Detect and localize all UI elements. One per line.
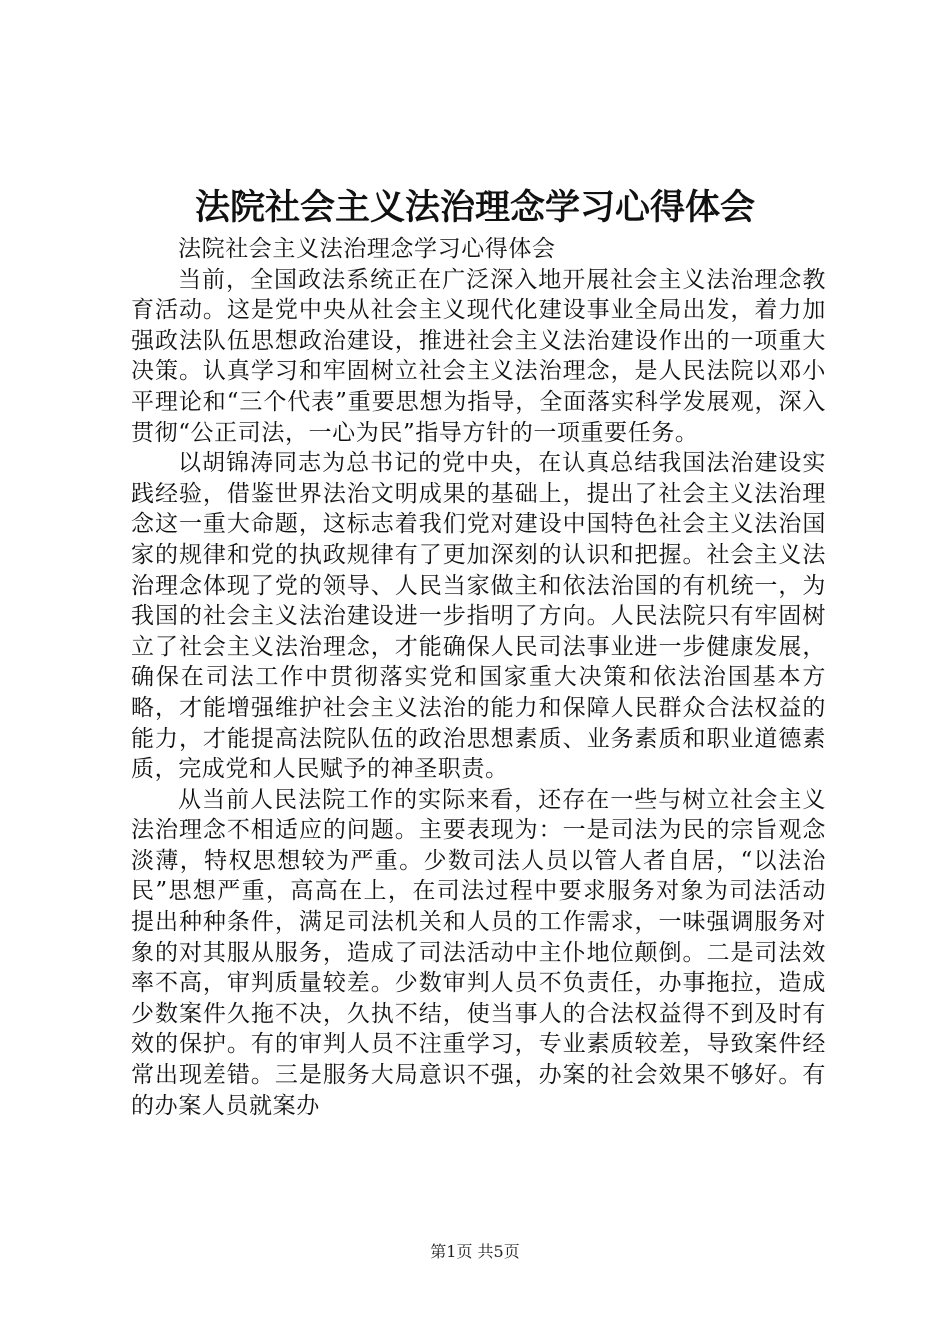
page-footer: 第1页 共5页 [430,1242,520,1261]
paragraph-3: 从当前人民法院工作的实际来看，还存在一些与树立社会主义法治理念不相适应的问题。主要表现为：一是司法为民的宗旨观念淡薄，特权思想较为严重。少数司法人员以管人者自居，“以法治民”思想严重，高高在上，在司法过程中要求服务对象为司法活动提出种种条件，满足司法机关和人员的工作需求，一味强调服务对象的对其服从服务，造成了司法活动中主仆地位颠倒。二是司法效率不高，审判质量较差。少数审判人员不负责任，办事拖拉，造成少数案件久拖不决，久执不结，使当事人的合法权益得不到及时有效的保护。有的审判人员不注重学习，专业素质较差，导致案件经常出现差错。三是服务大局意识不强，办案的社会效果不够好。有的办案人员就案办 [131,786,826,1119]
document-body [131,234,826,1121]
paragraph-2: 以胡锦涛同志为总书记的党中央，在认真总结我国法治建设实践经验，借鉴世界法治文明成果的基础上，提出了社会主义法治理念这一重大命题，这标志着我们党对建设中国特色社会主义法治国家的规律和党的执政规律有了更加深刻的认识和把握。社会主义法治理念体现了党的领导、人民当家做主和依法治国的有机统一，为我国的社会主义法治建设进一步指明了方向。人民法院只有牢固树立了社会主义法治理念，才能确保人民司法事业进一步健康发展，确保在司法工作中贯彻落实党和国家重大决策和依法治国基本方略，才能增强维护社会主义法治的能力和保障人民群众合法权益的能力，才能提高法院队伍的政治思想素质、业务素质和职业道德素质，完成党和人民赋予的神圣职责。 [131,450,826,783]
paragraph-1: 当前，全国政法系统正在广泛深入地开展社会主义法治理念教育活动。这是党中央从社会主义现代化建设事业全局出发，着力加强政法队伍思想政治建设，推进社会主义法治建设作出的一项重大决策。认真学习和牢固树立社会主义法治理念，是人民法院以邓小平理论和“三个代表”重要思想为指导，全面落实科学发展观，深入贯彻“公正司法，一心为民”指导方针的一项重要任务。 [131,266,826,446]
document-title: 法院社会主义法治理念学习心得体会 [194,187,755,228]
paragraph-subtitle: 法院社会主义法治理念学习心得体会 [178,236,556,262]
